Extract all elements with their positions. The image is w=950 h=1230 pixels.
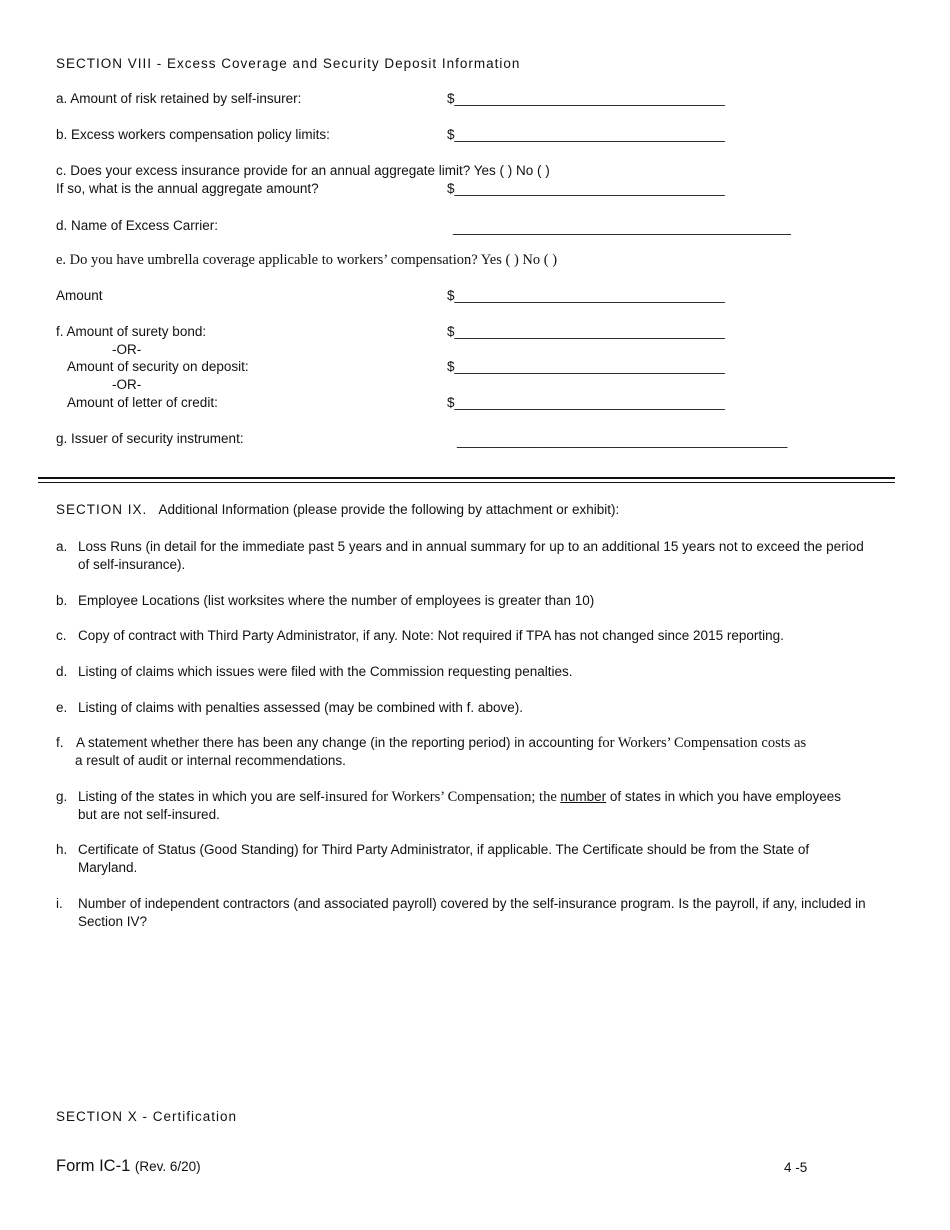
form-name: Form IC-1	[56, 1157, 131, 1175]
form-id	[56, 1157, 201, 1176]
section-9-subtitle: Additional Information (please provide the following by attachment or exhibit):	[158, 502, 620, 517]
umbrella-amount-field[interactable]: $____________________________________	[447, 288, 725, 303]
excess-carrier-label: d. Name of Excess Carrier:	[56, 218, 219, 233]
page-number: 4 -5	[784, 1160, 808, 1175]
item-text: Copy of contract with Third Party Administrator, if any. Note: Not required if TPA has not changed since 2015 reporting.	[78, 628, 784, 643]
list-item	[56, 538, 904, 574]
item-text: Loss Runs (in detail for the immediate past 5 years and in annual summary for up to an additional 15 years not to exceed the period	[78, 539, 864, 554]
or-separator: -OR-	[112, 342, 142, 357]
umbrella-amount-label: Amount	[56, 288, 103, 303]
item-letter: a.	[56, 539, 68, 554]
item-text: Maryland.	[78, 860, 138, 875]
item-letter: d.	[56, 664, 68, 679]
list-item	[56, 841, 904, 877]
risk-retained-label: a. Amount of risk retained by self-insurer:	[56, 91, 302, 106]
item-text: a result of audit or internal recommendations.	[75, 753, 346, 768]
item-text-underlined: number	[560, 789, 607, 804]
section-9-heading	[56, 502, 619, 517]
list-item	[56, 788, 904, 824]
security-deposit-label: Amount of security on deposit:	[67, 359, 249, 374]
issuer-field[interactable]: ____________________________________________	[457, 433, 788, 448]
surety-bond-field[interactable]: $____________________________________	[447, 324, 725, 339]
or-separator: -OR-	[112, 377, 142, 392]
issuer-label: g. Issuer of security instrument:	[56, 431, 244, 446]
risk-retained-field[interactable]: $____________________________________	[447, 91, 725, 106]
form-revision: (Rev. 6/20)	[134, 1159, 201, 1174]
letter-of-credit-field[interactable]: $____________________________________	[447, 395, 725, 410]
item-text: Listing of claims which issues were filed with the Commission requesting penalties.	[78, 664, 573, 679]
section-8-title: SECTION VIII - Excess Coverage and Security Deposit Information	[56, 56, 521, 71]
surety-bond-label: f. Amount of surety bond:	[56, 324, 207, 339]
policy-limits-field[interactable]: $____________________________________	[447, 127, 725, 142]
item-text: for Workers’ Compensation costs as	[597, 735, 807, 751]
list-item	[56, 592, 904, 610]
item-text: Number of independent contractors (and associated payroll) covered by the self-insurance program. Is the payroll, if any, included in	[78, 896, 866, 911]
aggregate-amount-label: If so, what is the annual aggregate amount?	[56, 181, 319, 196]
umbrella-coverage-question[interactable]: e. Do you have umbrella coverage applicable to workers’ compensation? Yes ( ) No ( )	[56, 252, 558, 268]
aggregate-limit-question[interactable]: c. Does your excess insurance provide for an annual aggregate limit? Yes ( ) No ( )	[56, 163, 550, 178]
section-9-title: SECTION IX.	[56, 502, 148, 517]
item-letter: b.	[56, 593, 68, 608]
item-text: Listing of claims with penalties assessed (may be combined with f. above).	[78, 700, 523, 715]
letter-of-credit-label: Amount of letter of credit:	[67, 395, 218, 410]
item-text: A statement whether there has been any change (in the reporting period) in accounting	[76, 735, 598, 750]
section-divider	[38, 477, 895, 479]
list-item	[56, 895, 904, 931]
item-letter: i.	[56, 896, 63, 911]
section-10-title: SECTION X - Certification	[56, 1109, 238, 1124]
item-text: but are not self-insured.	[78, 807, 220, 822]
item-text: Employee Locations (list worksites where the number of employees is greater than 10)	[78, 593, 595, 608]
item-letter: h.	[56, 842, 68, 857]
aggregate-amount-field[interactable]: $____________________________________	[447, 181, 725, 196]
section-divider	[38, 482, 895, 483]
item-text: insured for Workers’ Compensation; the	[324, 789, 561, 805]
security-deposit-field[interactable]: $____________________________________	[447, 359, 725, 374]
list-item	[56, 627, 904, 645]
item-text: Listing of the states in which you are self-	[78, 789, 325, 804]
list-item	[56, 734, 904, 770]
item-text: of self-insurance).	[78, 557, 186, 572]
policy-limits-label: b. Excess workers compensation policy limits:	[56, 127, 330, 142]
excess-carrier-field[interactable]: _____________________________________________	[453, 220, 791, 235]
list-item	[56, 663, 904, 681]
list-item	[56, 699, 904, 717]
item-text: Section IV?	[78, 914, 148, 929]
item-text: of states in which you have employees	[606, 789, 842, 804]
item-text: Certificate of Status (Good Standing) for Third Party Administrator, if applicable. The Certificate should be from the State of	[78, 842, 810, 857]
item-letter: e.	[56, 700, 68, 715]
item-letter: c.	[56, 628, 67, 643]
item-letter: g.	[56, 789, 68, 804]
item-letter: f.	[56, 735, 64, 750]
